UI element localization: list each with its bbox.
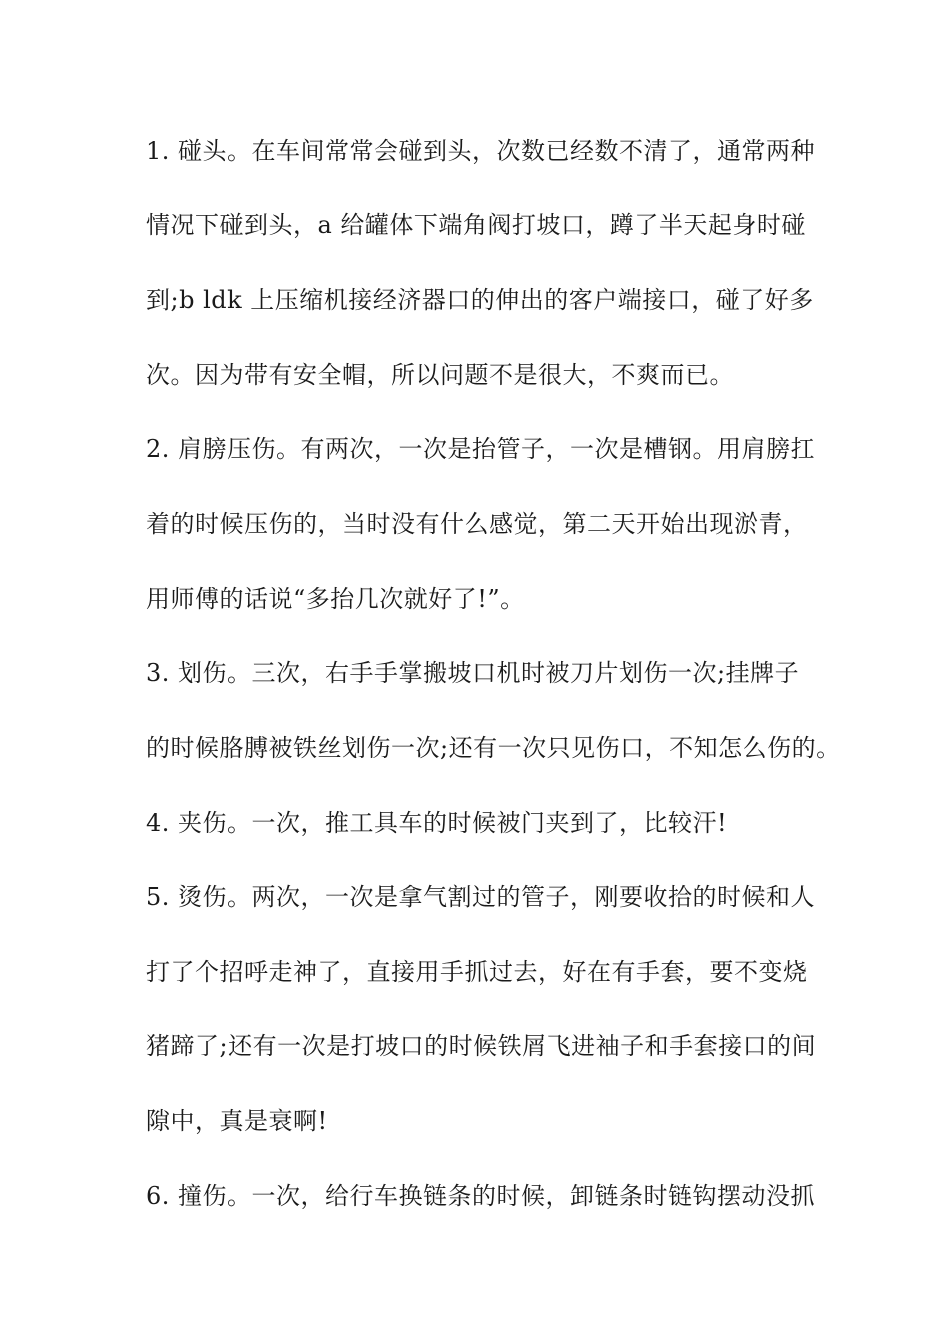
- text-line: 3. 划伤。三次，右手手掌搬坡口机时被刀片划伤一次;挂牌子: [146, 659, 800, 687]
- text-line: 4. 夹伤。一次，推工具车的时候被门夹到了，比较汗!: [146, 809, 728, 837]
- text-line: 到;b ldk 上压缩机接经济器口的伸出的客户端接口，碰了好多: [146, 286, 814, 314]
- text-line: 隙中，真是衰啊!: [146, 1107, 328, 1135]
- text-line: 6. 撞伤。一次，给行车换链条的时候，卸链条时链钩摆动没抓: [146, 1182, 816, 1210]
- text-line: 猪蹄了;还有一次是打坡口的时候铁屑飞进袖子和手套接口的间: [146, 1032, 817, 1060]
- text-line: 的时候胳膊被铁丝划伤一次;还有一次只见伤口，不知怎么伤的。: [146, 734, 841, 762]
- text-line: 2. 肩膀压伤。有两次，一次是抬管子，一次是槽钢。用肩膀扛: [146, 435, 816, 463]
- text-line: 打了个招呼走神了，直接用手抓过去，好在有手套，要不变烧: [146, 958, 808, 986]
- text-line: 用师傅的话说“多抬几次就好了!”。: [146, 585, 525, 613]
- text-line: 次。因为带有安全帽，所以问题不是很大，不爽而已。: [146, 361, 734, 389]
- text-line: 着的时候压伤的，当时没有什么感觉，第二天开始出现淤青，: [146, 510, 808, 538]
- text-line: 情况下碰到头，a 给罐体下端角阀打坡口，蹲了半天起身时碰: [146, 211, 806, 239]
- text-line: 1. 碰头。在车间常常会碰到头，次数已经数不清了，通常两种: [146, 137, 816, 165]
- text-line: 5. 烫伤。两次，一次是拿气割过的管子，刚要收拾的时候和人: [146, 883, 816, 911]
